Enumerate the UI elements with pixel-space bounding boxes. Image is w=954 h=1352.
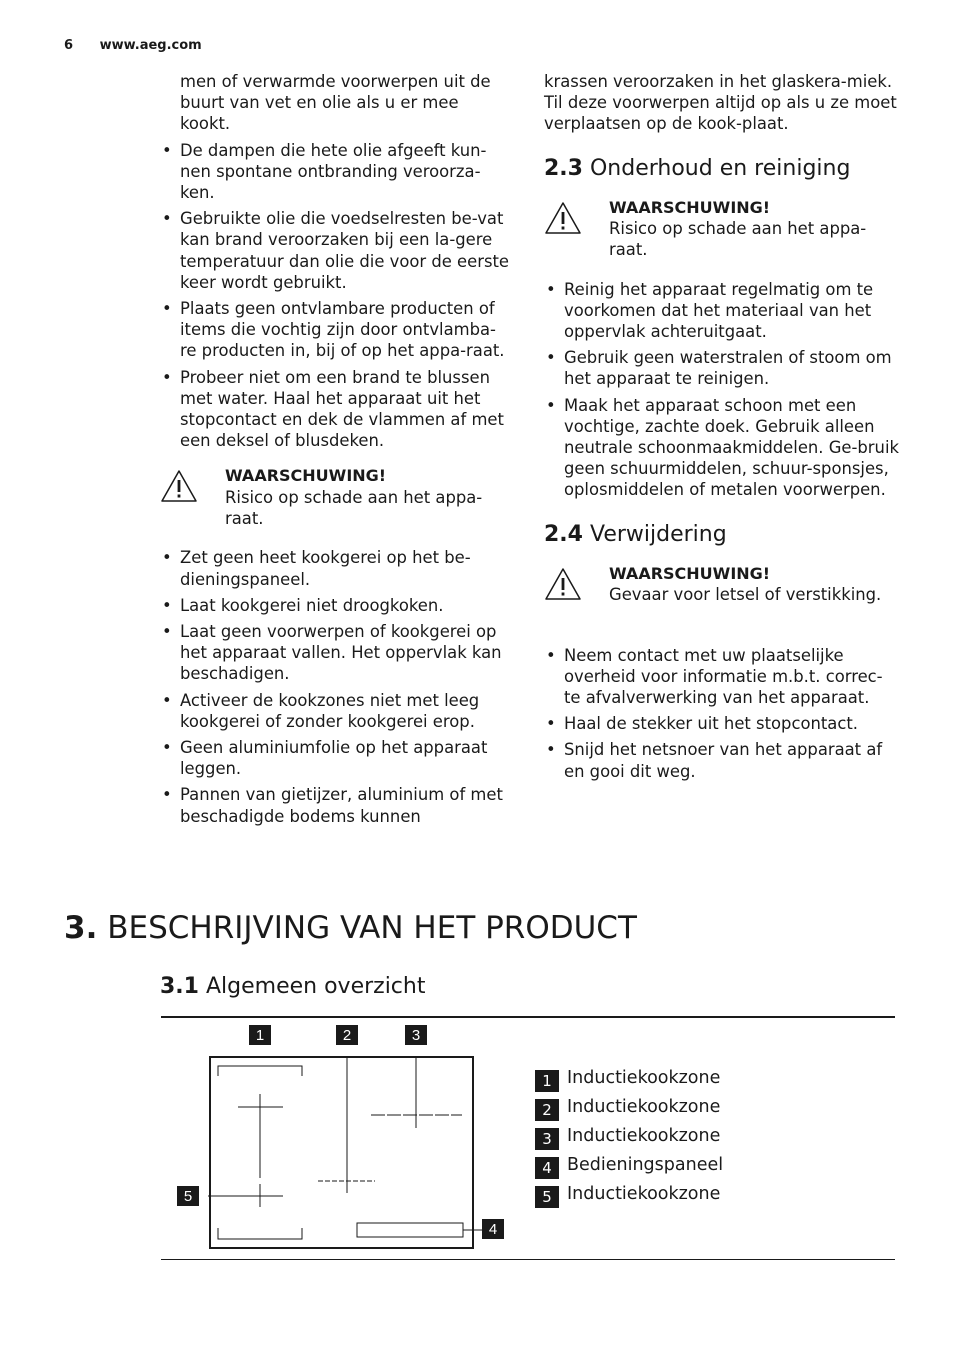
legend-label: Inductiekookzone xyxy=(567,1126,721,1146)
warning-text: Risico op schade aan het appa-raat. xyxy=(225,487,483,528)
list-item: • Plaats geen ontvlambare producten of items die vochtig zijn door ontvlamba-re producten in, bij of op het appa-raat. xyxy=(160,298,512,362)
legend-item xyxy=(535,1095,723,1124)
list-item: • Haal de stekker uit het stopcontact. xyxy=(544,713,899,734)
section-heading-2-4 xyxy=(544,521,899,549)
warning-text: Gevaar voor letsel of verstikking. xyxy=(609,584,882,604)
section-heading-2-3 xyxy=(544,155,899,183)
list-item: • Pannen van gietijzer, aluminium of met beschadigde bodems kunnen xyxy=(160,784,512,826)
warning-box xyxy=(544,563,899,627)
warning-triangle-icon xyxy=(544,201,582,235)
continued-text: men of verwarmde voorwerpen uit de buurt van vet en olie als u er mee kookt. xyxy=(180,72,491,134)
legend-label: Bedieningspaneel xyxy=(567,1155,724,1175)
page-number: 6 xyxy=(64,38,74,53)
callout-label-1: 1 xyxy=(255,1027,265,1044)
section-title: Algemeen overzicht xyxy=(205,974,426,999)
chapter-heading xyxy=(64,908,637,948)
section-number: 2.3 xyxy=(544,155,583,181)
right-column xyxy=(544,71,899,787)
legend-item xyxy=(535,1153,723,1182)
warning-triangle-icon xyxy=(544,567,582,601)
callout-label-3: 3 xyxy=(411,1027,421,1044)
callout-label-5: 5 xyxy=(183,1188,193,1205)
chapter-title: BESCHRIJVING VAN HET PRODUCT xyxy=(107,910,637,946)
warning-title: WAARSCHUWING! xyxy=(225,466,387,486)
safety-list-1 xyxy=(160,140,512,452)
callout-label-4: 4 xyxy=(488,1221,498,1238)
section-number: 3.1 xyxy=(160,974,199,999)
divider-bottom xyxy=(161,1259,895,1260)
hob-diagram xyxy=(170,1022,520,1254)
warning-box xyxy=(160,465,512,529)
section-title: Onderhoud en reiniging xyxy=(589,155,851,181)
legend-number: 2 xyxy=(535,1099,559,1121)
callout-label-2: 2 xyxy=(342,1027,352,1044)
list-item: • Reinig het apparaat regelmatig om te voorkomen dat het materiaal van het oppervlak achteruitgaat. xyxy=(544,279,899,343)
cooking-zone-5 xyxy=(218,1124,302,1239)
control-panel xyxy=(357,1223,483,1237)
disposal-list xyxy=(544,645,899,782)
hob-outline xyxy=(210,1057,473,1248)
list-item: • Probeer niet om een brand te blussen met water. Haal het apparaat uit het stopcontact en dek de vlammen af met een deksel of blusdeken. xyxy=(160,367,512,452)
warning-title: WAARSCHUWING! xyxy=(609,197,771,217)
divider-top xyxy=(161,1016,895,1018)
cooking-zone-2 xyxy=(318,1057,375,1193)
website-link[interactable]: www.aeg.com xyxy=(99,38,202,53)
legend-label: Inductiekookzone xyxy=(567,1097,721,1117)
legend-number: 3 xyxy=(535,1128,559,1150)
list-item: • Laat kookgerei niet droogkoken. xyxy=(160,595,512,616)
list-item: • Activeer de kookzones niet met leeg kookgerei of zonder kookgerei erop. xyxy=(160,690,512,732)
list-item: • Snijd het netsnoer van het apparaat af en gooi dit weg. xyxy=(544,739,899,781)
list-item: • Gebruik geen waterstralen of stoom om het apparaat te reinigen. xyxy=(544,347,899,389)
safety-list-2 xyxy=(160,547,512,826)
cooking-zone-3 xyxy=(371,1057,462,1128)
list-item: • Gebruikte olie die voedselresten be-vat kan brand veroorzaken bij een la-gere temperatuur dan olie die voor de eerste keer wordt gebruikt. xyxy=(160,208,512,293)
warning-title: WAARSCHUWING! xyxy=(609,563,771,583)
section-number: 2.4 xyxy=(544,521,583,547)
legend-number: 4 xyxy=(535,1157,559,1179)
list-item: • De dampen die hete olie afgeeft kun-nen spontane ontbranding veroorza-ken. xyxy=(160,140,512,204)
page-header xyxy=(64,38,202,53)
section-heading-3-1 xyxy=(160,970,425,1004)
legend-item xyxy=(535,1066,723,1095)
warning-triangle-icon xyxy=(160,469,198,503)
warning-text: Risico op schade aan het appa-raat. xyxy=(609,218,867,260)
cooking-zone-1 xyxy=(218,1066,302,1124)
maintenance-list xyxy=(544,279,899,501)
legend-item xyxy=(535,1124,723,1153)
left-column xyxy=(160,71,512,832)
chapter-number: 3. xyxy=(64,910,98,946)
list-item: • Laat geen voorwerpen of kookgerei op het apparaat vallen. Het oppervlak kan beschadigen. xyxy=(160,621,512,685)
legend-number: 1 xyxy=(535,1070,559,1092)
diagram-legend xyxy=(535,1066,723,1211)
legend-number: 5 xyxy=(535,1186,559,1208)
legend-label: Inductiekookzone xyxy=(567,1184,721,1204)
legend-label: Inductiekookzone xyxy=(567,1068,721,1088)
list-item: • Neem contact met uw plaatselijke overheid voor informatie m.b.t. correc-te afvalverwerking van het apparaat. xyxy=(544,645,899,709)
warning-box xyxy=(544,197,899,261)
section-title: Verwijdering xyxy=(589,521,727,547)
list-item: • Geen aluminiumfolie op het apparaat leggen. xyxy=(160,737,512,779)
list-item: • Maak het apparaat schoon met een vochtige, zachte doek. Gebruik alleen neutrale schoonmaakmiddelen. Ge-bruik geen schuurmiddelen, schuur-sponsjes, oplosmiddelen of metalen voorwerpen. xyxy=(544,395,899,501)
continued-text: krassen veroorzaken in het glaskera-miek. Til deze voorwerpen altijd op als u ze moet verplaatsen op de kook-plaat. xyxy=(544,72,897,134)
legend-item xyxy=(535,1182,723,1211)
list-item: • Zet geen heet kookgerei op het be-dieningspaneel. xyxy=(160,547,512,589)
